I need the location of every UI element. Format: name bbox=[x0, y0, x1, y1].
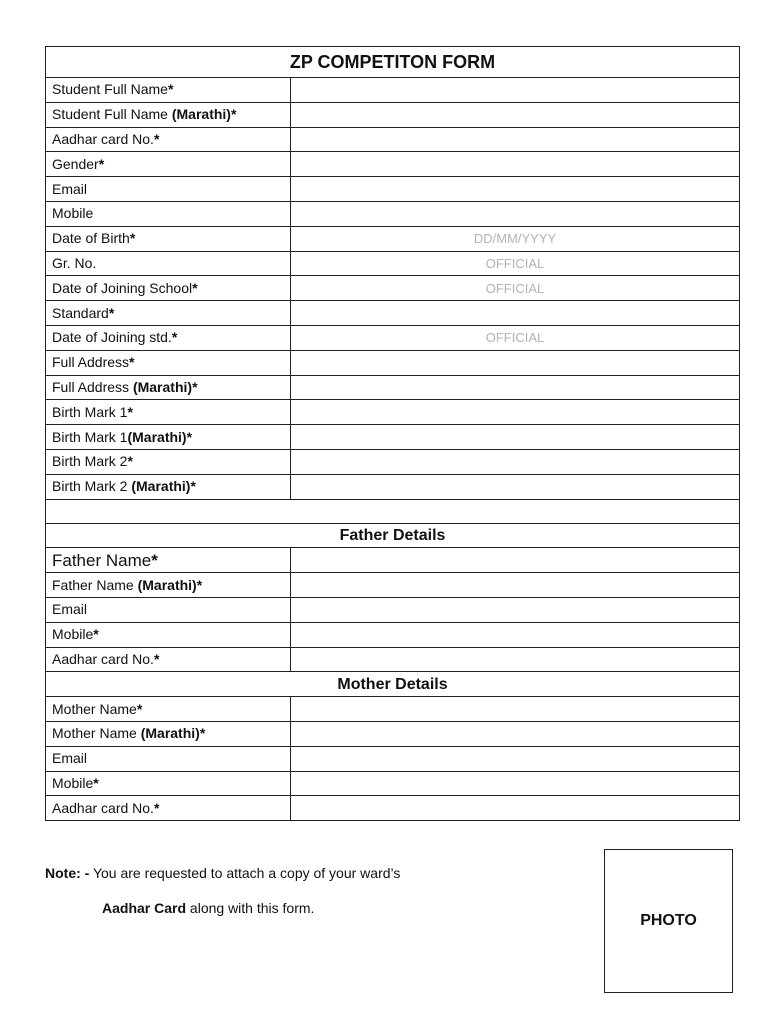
field-label bbox=[46, 425, 291, 450]
field-label bbox=[46, 301, 291, 326]
form-row bbox=[46, 771, 740, 796]
form-row bbox=[46, 325, 740, 350]
field-label bbox=[46, 400, 291, 425]
field-label-text: Email bbox=[52, 601, 88, 618]
blank-row bbox=[46, 499, 740, 523]
field-value[interactable] bbox=[291, 449, 740, 474]
required-asterisk: * bbox=[93, 626, 99, 643]
field-value[interactable] bbox=[291, 697, 740, 722]
note-block bbox=[45, 864, 565, 916]
field-label-text: Aadhar card No. bbox=[52, 799, 154, 816]
field-label bbox=[46, 548, 291, 573]
required-asterisk: * bbox=[171, 329, 178, 346]
field-label-text: Full Address bbox=[52, 354, 130, 371]
field-label-text: Mother Name bbox=[52, 700, 137, 717]
required-asterisk: * bbox=[151, 550, 158, 570]
form-row bbox=[46, 177, 740, 202]
form-row bbox=[46, 78, 740, 103]
field-label bbox=[46, 127, 291, 152]
form-row bbox=[46, 622, 740, 647]
competition-form-table bbox=[45, 46, 740, 821]
form-row bbox=[46, 301, 740, 326]
required-asterisk: * bbox=[136, 700, 143, 717]
field-label bbox=[46, 622, 291, 647]
field-value[interactable] bbox=[291, 721, 740, 746]
field-label-text: Gr. No. bbox=[52, 254, 97, 271]
field-label-text: Email bbox=[52, 750, 88, 767]
field-label bbox=[46, 201, 291, 226]
field-label bbox=[46, 152, 291, 177]
form-row bbox=[46, 152, 740, 177]
field-label-marathi: (Marathi) bbox=[132, 378, 193, 395]
form-row bbox=[46, 474, 740, 499]
form-row bbox=[46, 573, 740, 598]
note-line-2 bbox=[102, 899, 314, 917]
field-label bbox=[46, 276, 291, 301]
mother-details-heading: Mother Details bbox=[46, 672, 740, 697]
form-title: ZP COMPETITON FORM bbox=[46, 47, 740, 78]
form-row bbox=[46, 102, 740, 127]
field-value[interactable] bbox=[291, 325, 740, 350]
field-label-text: Birth Mark 2 bbox=[52, 478, 132, 495]
photo-label: PHOTO bbox=[640, 912, 697, 929]
form-row bbox=[46, 721, 740, 746]
required-asterisk: * bbox=[190, 478, 196, 495]
field-label bbox=[46, 449, 291, 474]
field-label-marathi: (Marathi) bbox=[137, 576, 197, 593]
field-label bbox=[46, 474, 291, 499]
field-label-text: Aadhar card No. bbox=[52, 650, 154, 667]
required-asterisk: * bbox=[199, 725, 206, 742]
field-value[interactable] bbox=[291, 597, 740, 622]
field-label bbox=[46, 796, 291, 821]
required-asterisk: * bbox=[230, 106, 237, 123]
field-label-text: Student Full Name bbox=[52, 81, 168, 98]
field-value[interactable] bbox=[291, 400, 740, 425]
field-label-text: Mobile bbox=[52, 774, 94, 791]
field-label bbox=[46, 102, 291, 127]
field-value[interactable] bbox=[291, 746, 740, 771]
required-asterisk: * bbox=[186, 428, 193, 445]
required-asterisk: * bbox=[127, 453, 133, 470]
field-value[interactable] bbox=[291, 796, 740, 821]
field-label-text: Date of Joining std. bbox=[52, 329, 172, 346]
field-label bbox=[46, 375, 291, 400]
field-label bbox=[46, 746, 291, 771]
field-label-text: Birth Mark 1 bbox=[52, 403, 128, 420]
form-row bbox=[46, 796, 740, 821]
field-label bbox=[46, 597, 291, 622]
required-asterisk: * bbox=[153, 799, 160, 816]
field-label-text: Birth Mark 2 bbox=[52, 453, 128, 470]
form-row bbox=[46, 201, 740, 226]
field-label-text: Date of Birth bbox=[52, 230, 130, 247]
required-asterisk: * bbox=[192, 279, 198, 296]
field-label-marathi: (Marathi) bbox=[140, 725, 200, 742]
field-value[interactable] bbox=[291, 474, 740, 499]
field-value[interactable] bbox=[291, 251, 740, 276]
field-hint: DD/MM/YYYY bbox=[473, 231, 557, 247]
field-value[interactable] bbox=[291, 177, 740, 202]
form-row bbox=[46, 375, 740, 400]
field-label-text: Date of Joining School bbox=[52, 279, 193, 296]
required-asterisk: * bbox=[108, 304, 115, 321]
note-line-1 bbox=[45, 864, 565, 882]
field-value[interactable] bbox=[291, 276, 740, 301]
form-row bbox=[46, 425, 740, 450]
required-asterisk: * bbox=[129, 354, 135, 371]
field-value[interactable] bbox=[291, 152, 740, 177]
field-label bbox=[46, 573, 291, 598]
form-row bbox=[46, 548, 740, 573]
required-asterisk: * bbox=[98, 155, 105, 172]
required-asterisk: * bbox=[153, 650, 160, 667]
note-aadhar-card: Aadhar Card bbox=[102, 900, 187, 916]
field-label-text: Mother Name bbox=[52, 725, 141, 742]
required-asterisk: * bbox=[196, 576, 203, 593]
form-row bbox=[46, 697, 740, 722]
required-asterisk: * bbox=[192, 378, 198, 395]
field-label-text: Mobile bbox=[52, 626, 94, 643]
field-label bbox=[46, 177, 291, 202]
form-row bbox=[46, 276, 740, 301]
father-details-heading-row bbox=[46, 523, 740, 548]
field-label bbox=[46, 771, 291, 796]
field-label bbox=[46, 350, 291, 375]
field-label-text: Father Name bbox=[52, 576, 138, 593]
field-value[interactable] bbox=[291, 226, 740, 251]
field-value[interactable] bbox=[291, 201, 740, 226]
form-row bbox=[46, 251, 740, 276]
form-row bbox=[46, 127, 740, 152]
field-hint: OFFICIAL bbox=[485, 330, 545, 346]
field-value[interactable] bbox=[291, 102, 740, 127]
form-title-row bbox=[46, 47, 740, 78]
blank-cell bbox=[46, 499, 740, 523]
field-value[interactable] bbox=[291, 127, 740, 152]
field-label-marathi: (Marathi) bbox=[127, 428, 187, 445]
field-value[interactable] bbox=[291, 350, 740, 375]
field-value[interactable] bbox=[291, 647, 740, 672]
field-label bbox=[46, 697, 291, 722]
photo-box bbox=[604, 849, 733, 993]
field-label-text: Birth Mark 1 bbox=[52, 428, 128, 445]
note-text-1: You are requested to attach a copy of your ward’s bbox=[89, 865, 401, 881]
field-label-text: Father Name bbox=[52, 550, 152, 570]
field-label-marathi: (Marathi) bbox=[171, 106, 231, 123]
form-row bbox=[46, 350, 740, 375]
field-label-text: Student Full Name bbox=[52, 106, 172, 123]
form-row bbox=[46, 226, 740, 251]
required-asterisk: * bbox=[153, 130, 160, 147]
form-row bbox=[46, 647, 740, 672]
field-hint: OFFICIAL bbox=[485, 255, 545, 271]
field-value[interactable] bbox=[291, 548, 740, 573]
field-label bbox=[46, 647, 291, 672]
form-row bbox=[46, 597, 740, 622]
field-value[interactable] bbox=[291, 375, 740, 400]
form-row bbox=[46, 746, 740, 771]
form-row bbox=[46, 449, 740, 474]
required-asterisk: * bbox=[127, 403, 133, 420]
field-label bbox=[46, 251, 291, 276]
mother-details-heading-row bbox=[46, 672, 740, 697]
field-label bbox=[46, 721, 291, 746]
field-value[interactable] bbox=[291, 622, 740, 647]
field-value[interactable] bbox=[291, 573, 740, 598]
field-label-text: Aadhar card No. bbox=[52, 130, 154, 147]
field-hint: OFFICIAL bbox=[485, 280, 545, 296]
field-value[interactable] bbox=[291, 771, 740, 796]
field-label-text: Mobile bbox=[52, 205, 94, 222]
field-value[interactable] bbox=[291, 425, 740, 450]
field-label bbox=[46, 226, 291, 251]
required-asterisk: * bbox=[129, 230, 136, 247]
note-text-2: along with this form. bbox=[186, 900, 315, 916]
field-label-marathi: (Marathi) bbox=[131, 478, 191, 495]
note-prefix: Note: - bbox=[45, 865, 90, 881]
father-details-heading: Father Details bbox=[46, 523, 740, 548]
field-value[interactable] bbox=[291, 301, 740, 326]
field-label-text: Gender bbox=[52, 155, 99, 172]
field-value[interactable] bbox=[291, 78, 740, 103]
required-asterisk: * bbox=[93, 774, 99, 791]
form-row bbox=[46, 400, 740, 425]
field-label bbox=[46, 78, 291, 103]
field-label-text: Email bbox=[52, 180, 88, 197]
required-asterisk: * bbox=[167, 81, 174, 98]
field-label-text: Full Address bbox=[52, 378, 133, 395]
field-label-text: Standard bbox=[52, 304, 109, 321]
field-label bbox=[46, 325, 291, 350]
